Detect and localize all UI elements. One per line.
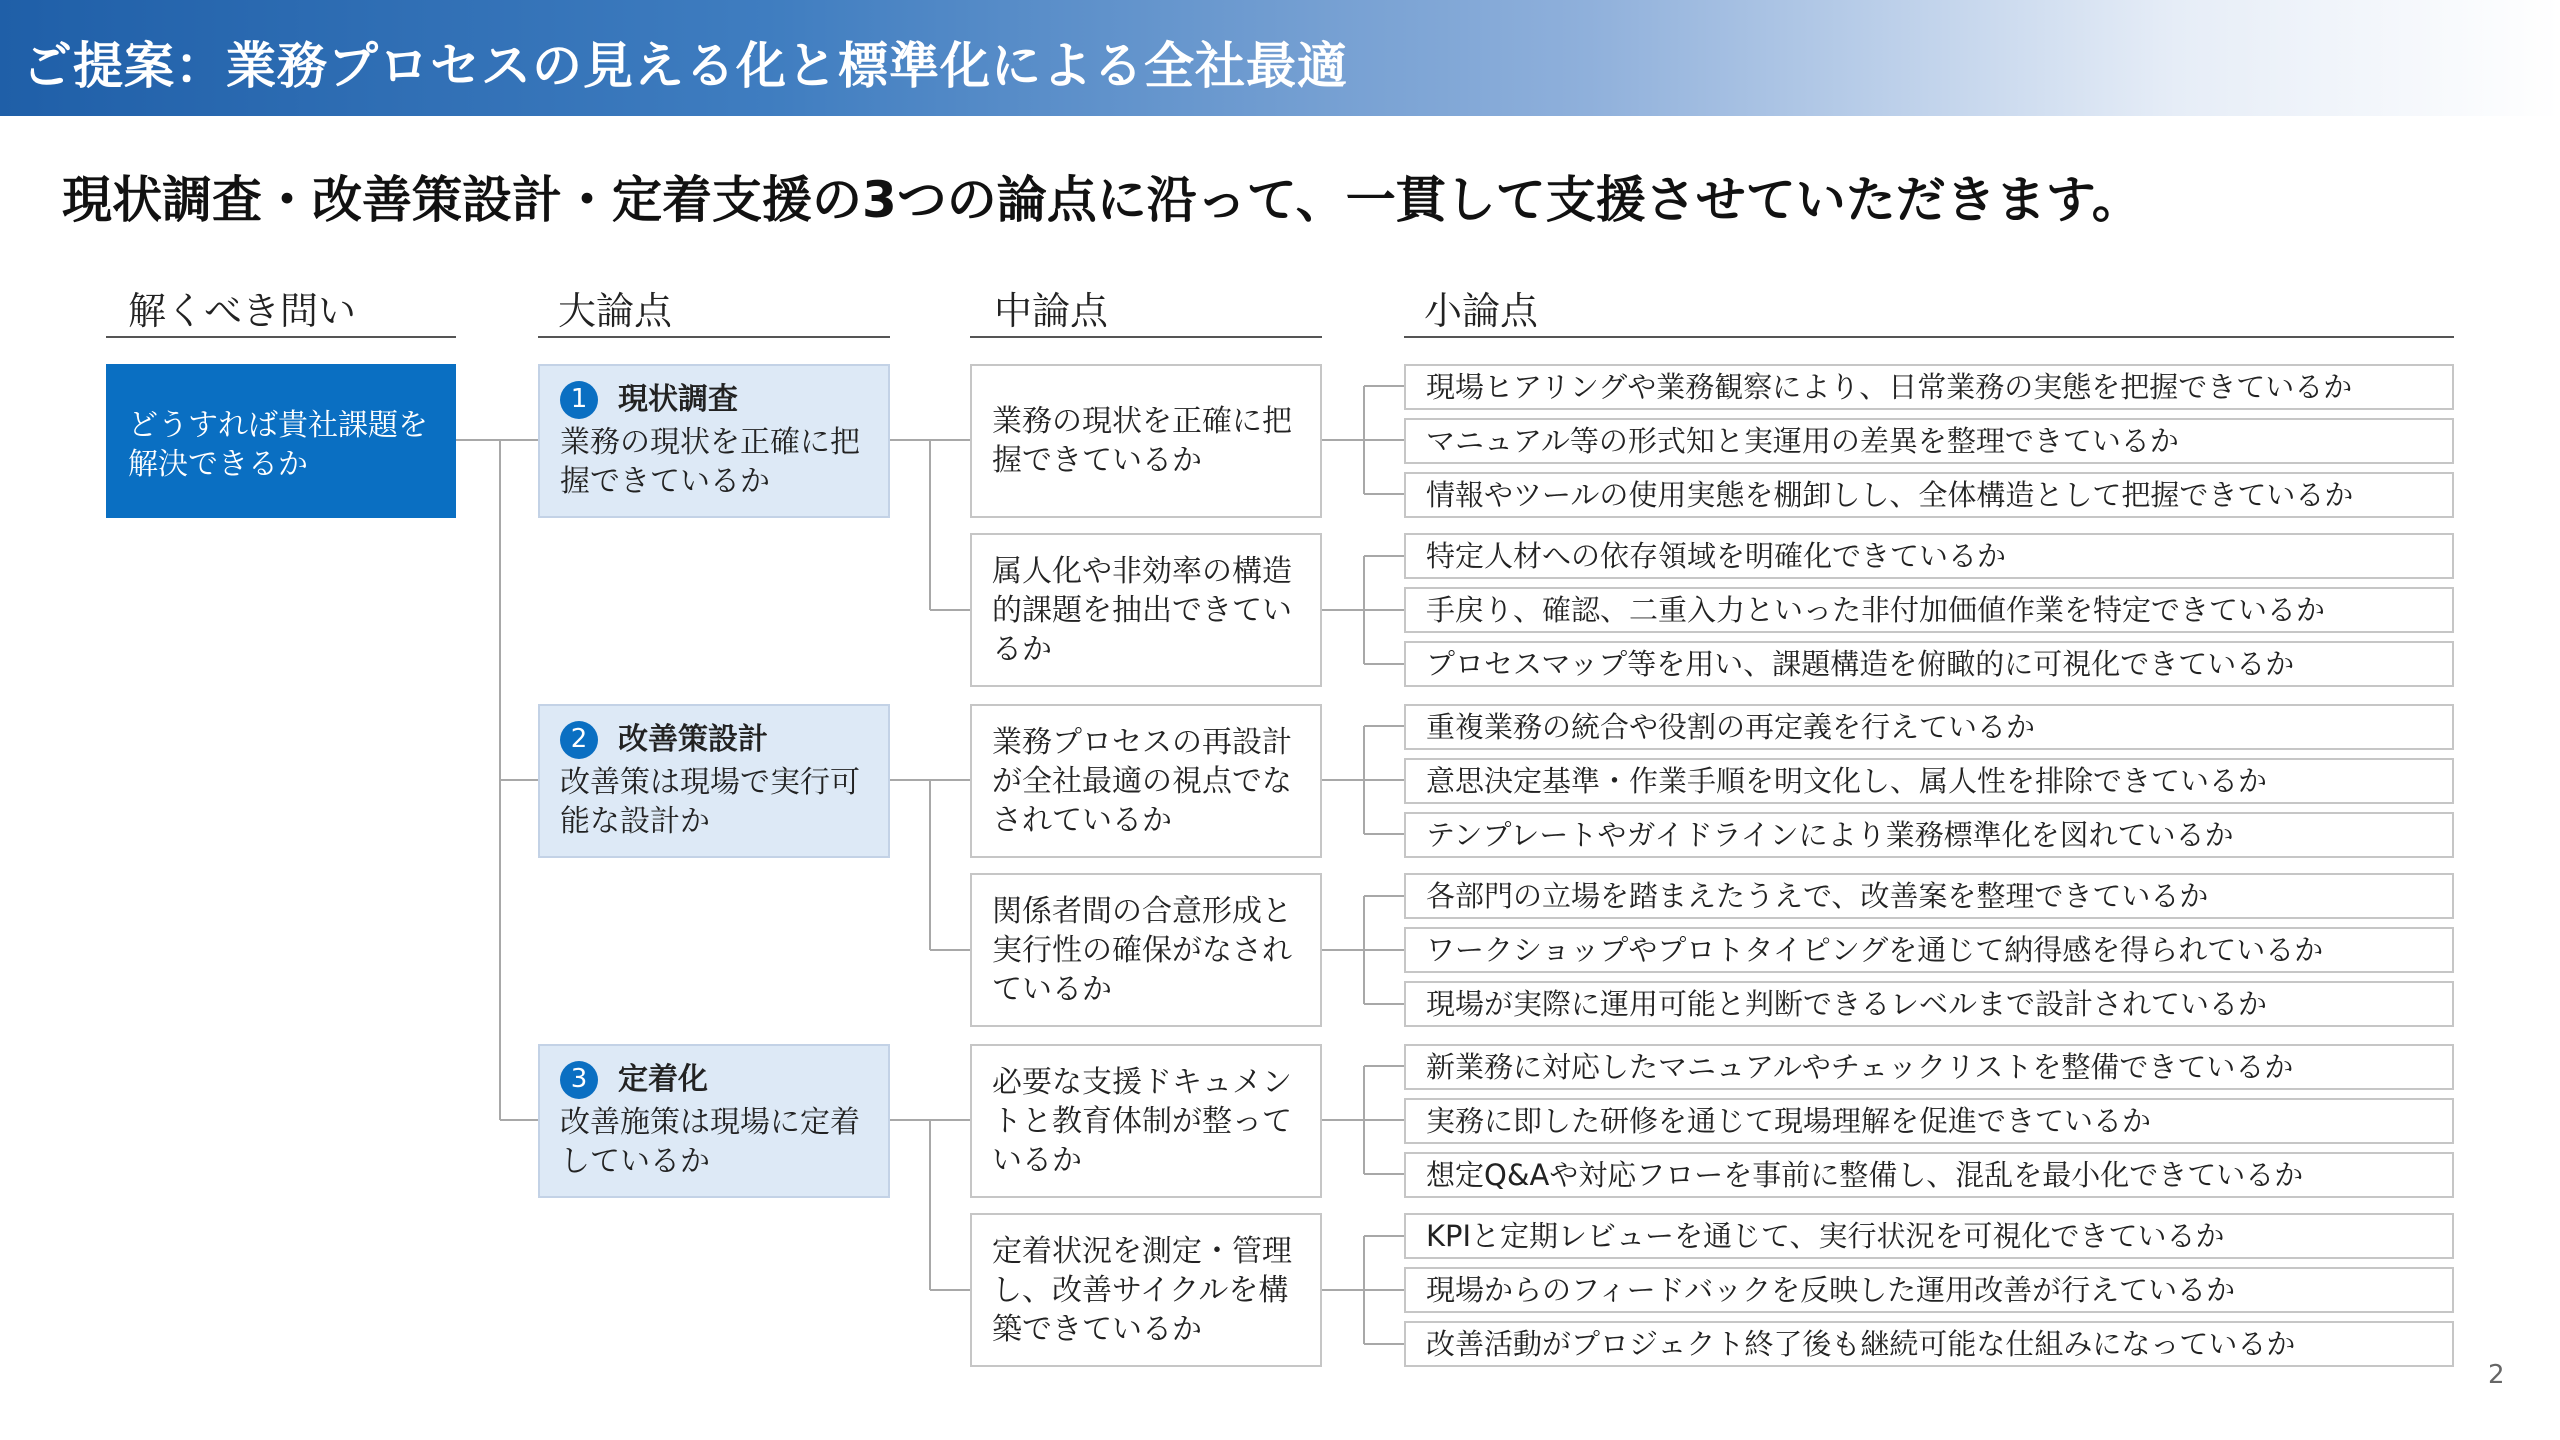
- minor-issue-item: [1404, 641, 2454, 687]
- minor-issue-item: [1404, 472, 2454, 518]
- minor-issue-text: 情報やツールの使用実態を棚卸しし、全体構造として把握できているか: [1426, 477, 2354, 512]
- mid-issue-text: 属人化や非効率の構造的課題を抽出できているか: [992, 553, 1292, 667]
- minor-issue-item: [1404, 364, 2454, 410]
- major-issue-title: 定着化: [618, 1062, 708, 1097]
- major-issue-title: 改善策設計: [618, 722, 768, 757]
- minor-issue-item: [1404, 1213, 2454, 1259]
- mid-issue-box: [970, 1044, 1322, 1198]
- major-issue-text: 業務の現状を正確に把握できているか: [560, 425, 860, 499]
- minor-issue-item: [1404, 1267, 2454, 1313]
- minor-issue-text: 各部門の立場を踏まえたうえで、改善案を整理できているか: [1426, 878, 2209, 913]
- major-issue-text: 改善施策は現場に定着しているか: [560, 1105, 860, 1179]
- minor-issue-item: [1404, 1098, 2454, 1144]
- minor-issue-text: 現場からのフィードバックを反映した運用改善が行えているか: [1426, 1272, 2236, 1307]
- minor-issue-item: [1404, 873, 2454, 919]
- minor-issue-text: 新業務に対応したマニュアルやチェックリストを整備できているか: [1426, 1049, 2294, 1084]
- major-issue-title: 現状調査: [618, 382, 738, 417]
- mid-issue-text: 定着状況を測定・管理し、改善サイクルを構築できているか: [992, 1233, 1292, 1347]
- root-question-box: [106, 364, 456, 518]
- minor-issue-text: 現場が実際に運用可能と判断できるレベルまで設計されているか: [1426, 986, 2268, 1021]
- minor-issue-item: [1404, 812, 2454, 858]
- minor-issue-text: 意思決定基準・作業手順を明文化し、属人性を排除できているか: [1426, 763, 2268, 798]
- mid-issue-box: [970, 1213, 1322, 1367]
- major-issue-2: [538, 704, 890, 858]
- minor-issue-text: 現場ヒアリングや業務観察により、日常業務の実態を把握できているか: [1426, 369, 2353, 404]
- minor-issue-item: [1404, 981, 2454, 1027]
- major-issue-1: [538, 364, 890, 518]
- minor-issue-item: [1404, 1044, 2454, 1090]
- number-badge: 1: [560, 381, 598, 419]
- mid-issue-text: 業務プロセスの再設計が全社最適の視点でなされているか: [992, 724, 1292, 838]
- minor-issue-text: 特定人材への依存領域を明確化できているか: [1426, 538, 2007, 573]
- minor-issue-item: [1404, 1321, 2454, 1367]
- mid-issue-box: [970, 873, 1322, 1027]
- mid-issue-text: 必要な支援ドキュメントと教育体制が整っているか: [992, 1064, 1292, 1178]
- major-issue-3: [538, 1044, 890, 1198]
- root-question-text: どうすれば貴社課題を解決できるか: [128, 408, 428, 482]
- major-issue-text: 改善策は現場で実行可能な設計か: [560, 765, 860, 839]
- minor-issue-item: [1404, 587, 2454, 633]
- page-number: 2: [2488, 1360, 2505, 1390]
- minor-issue-text: テンプレートやガイドラインにより業務標準化を図れているか: [1426, 817, 2234, 852]
- minor-issue-item: [1404, 533, 2454, 579]
- minor-issue-text: KPIと定期レビューを通じて、実行状況を可視化できているか: [1426, 1218, 2225, 1253]
- minor-issue-item: [1404, 418, 2454, 464]
- minor-issue-item: [1404, 1152, 2454, 1198]
- minor-issue-text: マニュアル等の形式知と実運用の差異を整理できているか: [1426, 423, 2179, 458]
- page-title: ご提案：業務プロセスの見える化と標準化による全社最適: [22, 37, 1348, 95]
- number-badge: 2: [560, 721, 598, 759]
- mid-issue-box: [970, 364, 1322, 518]
- minor-issue-text: 手戻り、確認、二重入力といった非付加価値作業を特定できているか: [1426, 592, 2326, 627]
- minor-issue-text: 重複業務の統合や役割の再定義を行えているか: [1426, 709, 2036, 744]
- minor-issue-item: [1404, 704, 2454, 750]
- mid-issue-text: 関係者間の合意形成と実行性の確保がなされているか: [992, 893, 1292, 1007]
- mid-issue-text: 業務の現状を正確に把握できているか: [992, 404, 1292, 478]
- column-header-question: 解くべき問い: [128, 289, 357, 333]
- column-header-major: 大論点: [558, 289, 673, 333]
- column-header-mid: 中論点: [994, 289, 1109, 333]
- minor-issue-text: 実務に即した研修を通じて現場理解を促進できているか: [1426, 1103, 2152, 1138]
- lead-message: 現状調査・改善策設計・定着支援の3つの論点に沿って、一貫して支援させていただきます。: [62, 171, 2142, 229]
- minor-issue-text: ワークショップやプロトタイピングを通じて納得感を得られているか: [1426, 932, 2324, 967]
- mid-issue-box: [970, 533, 1322, 687]
- minor-issue-item: [1404, 927, 2454, 973]
- column-header-minor: 小論点: [1424, 289, 1539, 333]
- minor-issue-text: 想定Q&Aや対応フローを事前に整備し、混乱を最小化できているか: [1426, 1157, 2304, 1192]
- minor-issue-text: 改善活動がプロジェクト終了後も継続可能な仕組みになっているか: [1426, 1326, 2296, 1361]
- minor-issue-text: プロセスマップ等を用い、課題構造を俯瞰的に可視化できているか: [1426, 646, 2295, 681]
- mid-issue-box: [970, 704, 1322, 858]
- number-badge: 3: [560, 1061, 598, 1099]
- minor-issue-item: [1404, 758, 2454, 804]
